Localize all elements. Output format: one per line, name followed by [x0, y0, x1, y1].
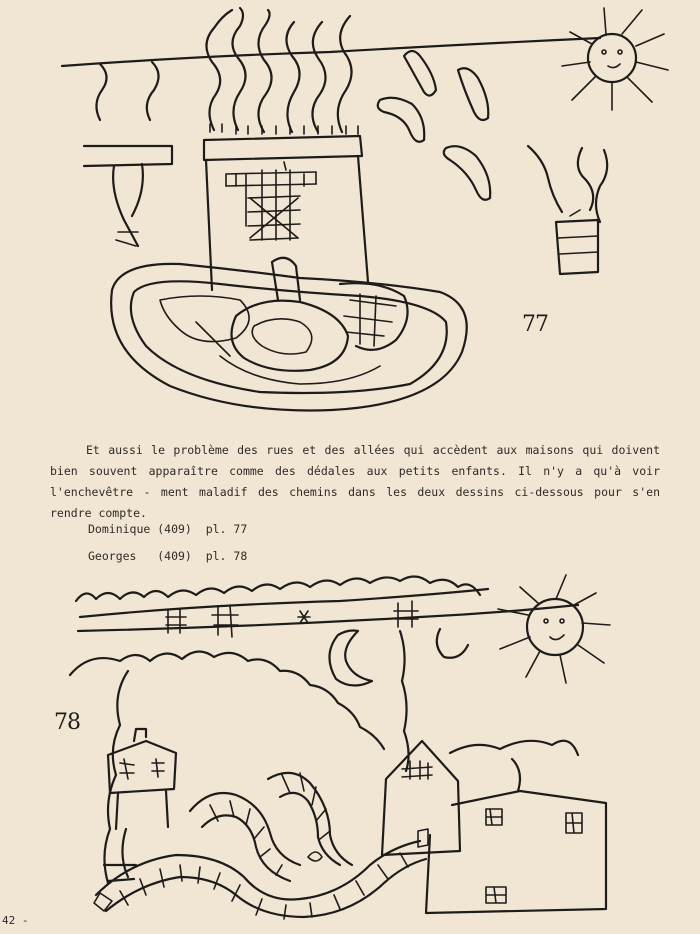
right-house — [426, 741, 606, 913]
plate-number-77: 77 — [522, 312, 548, 337]
sun-icon — [562, 8, 668, 110]
maze-paths — [111, 258, 467, 411]
middle-house — [382, 741, 460, 855]
caption-dominique: Dominique (409) pl. 77 — [88, 522, 248, 536]
factory-smoke — [206, 8, 358, 134]
paragraph: Et aussi le problème des rues et des allées qui accèdent aux maisons qui doivent bien souvent apparaître comme des dédales aux petits enfants. Il n'y a qu'à voir l'enchevêtre - ment maladif des chemins dans les deux dessins ci-dessous pour s'en rendre compte. — [50, 443, 660, 520]
left-house — [108, 729, 176, 829]
sun-icon — [498, 575, 610, 683]
factory-building — [204, 136, 368, 290]
child-drawing-plate-78 — [0, 565, 700, 934]
left-tower — [84, 62, 172, 246]
body-text — [50, 440, 660, 524]
caption-georges: Georges (409) pl. 78 — [88, 549, 248, 563]
drawing-77-svg — [0, 0, 700, 420]
tangled-tracks — [94, 773, 426, 919]
cloud-garland — [76, 576, 578, 631]
child-drawing-plate-77 — [0, 0, 700, 420]
horizon-line — [62, 38, 600, 66]
caption-list — [88, 516, 247, 570]
plate-number-78: 78 — [54, 710, 80, 735]
floating-shapes — [378, 51, 490, 200]
moon-icon — [329, 631, 372, 686]
drawing-78-svg — [0, 565, 700, 934]
page-number: 42 - — [2, 914, 29, 927]
right-house — [528, 146, 607, 274]
